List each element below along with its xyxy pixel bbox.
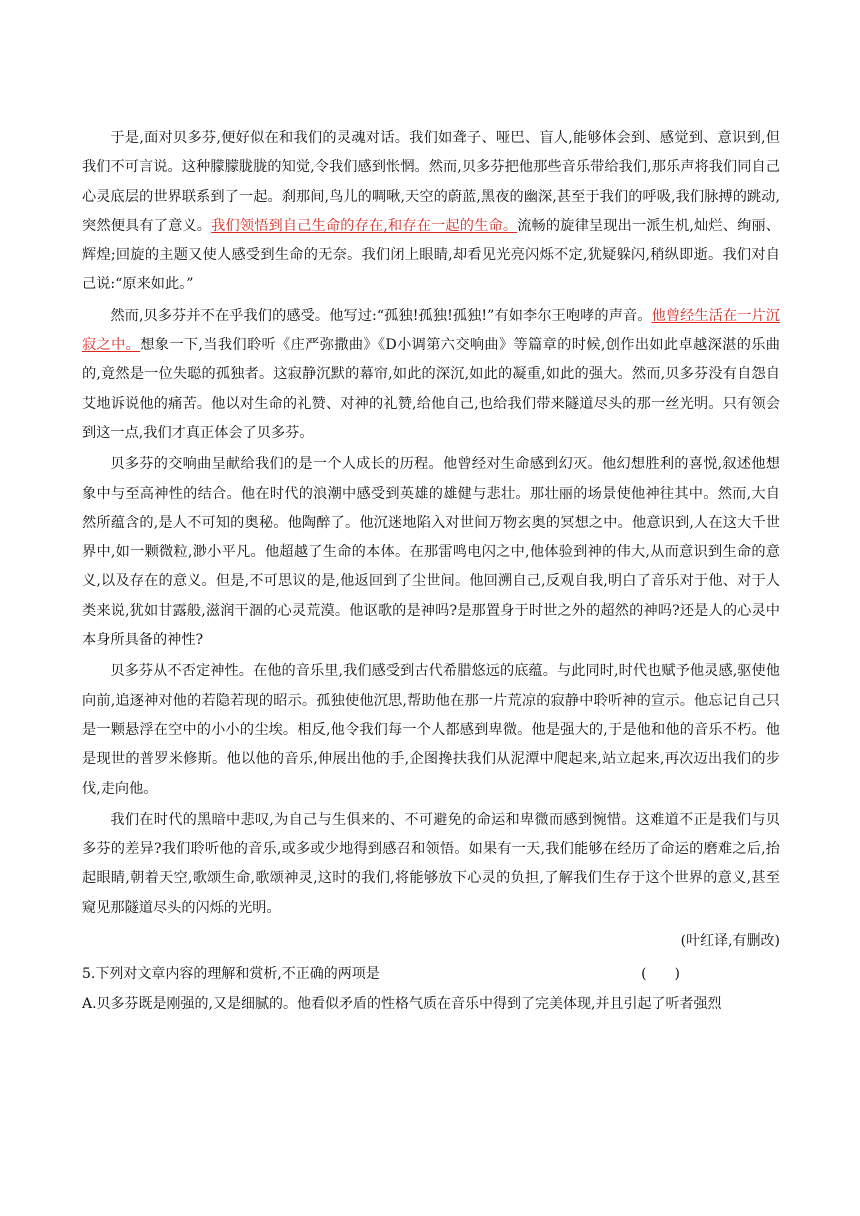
paragraph-text: 想象一下,当我们聆听《庄严弥撒曲》《D小调第六交响曲》等篇章的时候,创作出如此卓越深湛的乐曲的,竟然是一位失聪的孤独者。这寂静沉默的幕帘,如此的深沉,如此的凝重,如此的强大。然而,贝多芬没有自怨自艾地诉说他的痛苦。他以对生命的礼赞、对神的礼赞,给他自己,也给我们带来隧道尽头的那一丝光明。只有领会到这一点,我们才真正体会了贝多芬。 xyxy=(82,337,780,441)
paragraph-4 xyxy=(82,657,780,803)
attribution: (叶红译,有删改) xyxy=(680,933,780,950)
document-page xyxy=(82,124,780,1019)
paragraph-text: 然而,贝多芬并不在乎我们的感受。他写过:“孤独!孤独!孤独!”有如李尔王咆哮的声音。 xyxy=(110,307,652,324)
paragraph-text: 于是,面对贝多芬,便好似在和我们的灵魂对话。我们如聋子、哑巴、盲人,能够体会到、感觉到、意识到,但我们不可言说。这种朦朦胧胧的知觉,令我们感到怅惘。然而,贝多芬把他那些音乐带给我们,那乐声将我们同自己心灵底层的世界联系到了一起。刹那间,鸟儿的啁啾,天空的蔚蓝,黑夜的幽深,甚至于我们的呼吸,我们脉搏的跳动,突然便具有了意义。 xyxy=(82,130,780,234)
question-5 xyxy=(82,959,780,989)
paragraph-2 xyxy=(82,302,780,448)
paragraph-3 xyxy=(82,450,780,655)
paragraph-5 xyxy=(82,806,780,923)
question-text: 5.下列对文章内容的理解和赏析,不正确的两项是 xyxy=(82,966,380,983)
paragraph-text: 贝多芬从不否定神性。在他的音乐里,我们感受到古代希腊悠远的底蕴。与此同时,时代也赋予他灵感,驱使他向前,追逐神对他的若隐若现的昭示。孤独使他沉思,帮助他在那一片荒凉的寂静中聆听神的宣示。他忘记自己只是一颗悬浮在空中的小小的尘埃。相反,他令我们每一个人都感到卑微。他是强大的,于是他和他的音乐不朽。他是现世的普罗米修斯。他以他的音乐,伸展出他的手,企图搀扶我们从泥潭中爬起来,站立起来,再次迈出我们的步伐,走向他。 xyxy=(82,663,780,797)
answer-bracket: ( ) xyxy=(641,966,680,983)
paragraph-text: 贝多芬的交响曲呈献给我们的是一个人成长的历程。他曾经对生命感到幻灭。他幻想胜利的喜悦,叙述他想象中与至高神性的结合。他在时代的浪潮中感受到英雄的雄健与悲壮。那壮丽的场景使他神往其中。然而,大自然所蕴含的,是人不可知的奥秘。他陶醉了。他沉迷地陷入对世间万物玄奥的冥想之中。他意识到,人在这大千世界中,如一颗微粒,渺小平凡。他超越了生命的本体。在那雷鸣电闪之中,他体验到神的伟大,从而意识到生命的意义,以及存在的意义。但是,不可思议的是,他返回到了尘世间。他回溯自己,反观自我,明白了音乐对于他、对于人类来说,犹如甘露般,滋润干涸的心灵荒漠。他讴歌的是神吗?是那置身于时世之外的超然的神吗?还是人的心灵中本身所具备的神性? xyxy=(82,456,780,649)
paragraph-text: 流畅的旋律呈现出一派生机,灿烂、绚丽、辉煌;回旋的主题又使人感受到生命的无奈。我们闭上眼睛,却看见光亮闪烁不定,犹疑躲闪,稍纵即逝。我们对自己说:“原来如此。” xyxy=(82,217,780,293)
paragraph-1 xyxy=(82,124,780,300)
highlighted-sentence: 他曾经生活在一片沉寂之中。 xyxy=(82,307,780,354)
paragraph-text: 我们在时代的黑暗中悲叹,为自己与生俱来的、不可避免的命运和卑微而感到惋惜。这难道不正是我们与贝多芬的差异?我们聆听他的音乐,或多或少地得到感召和领悟。如果有一天,我们能够在经历了命运的磨难之后,抬起眼睛,朝着天空,歌颂生命,歌颂神灵,这时的我们,将能够放下心灵的负担,了解我们生存于这个世界的意义,甚至窥见那隧道尽头的闪烁的光明。 xyxy=(82,811,780,916)
highlighted-sentence: 我们领悟到自己生命的存在,和存在一起的生命。 xyxy=(211,217,518,234)
option-a: A.贝多芬既是刚强的,又是细腻的。他看似矛盾的性格气质在音乐中得到了完美体现,并且引起了听者强烈 xyxy=(82,996,722,1013)
